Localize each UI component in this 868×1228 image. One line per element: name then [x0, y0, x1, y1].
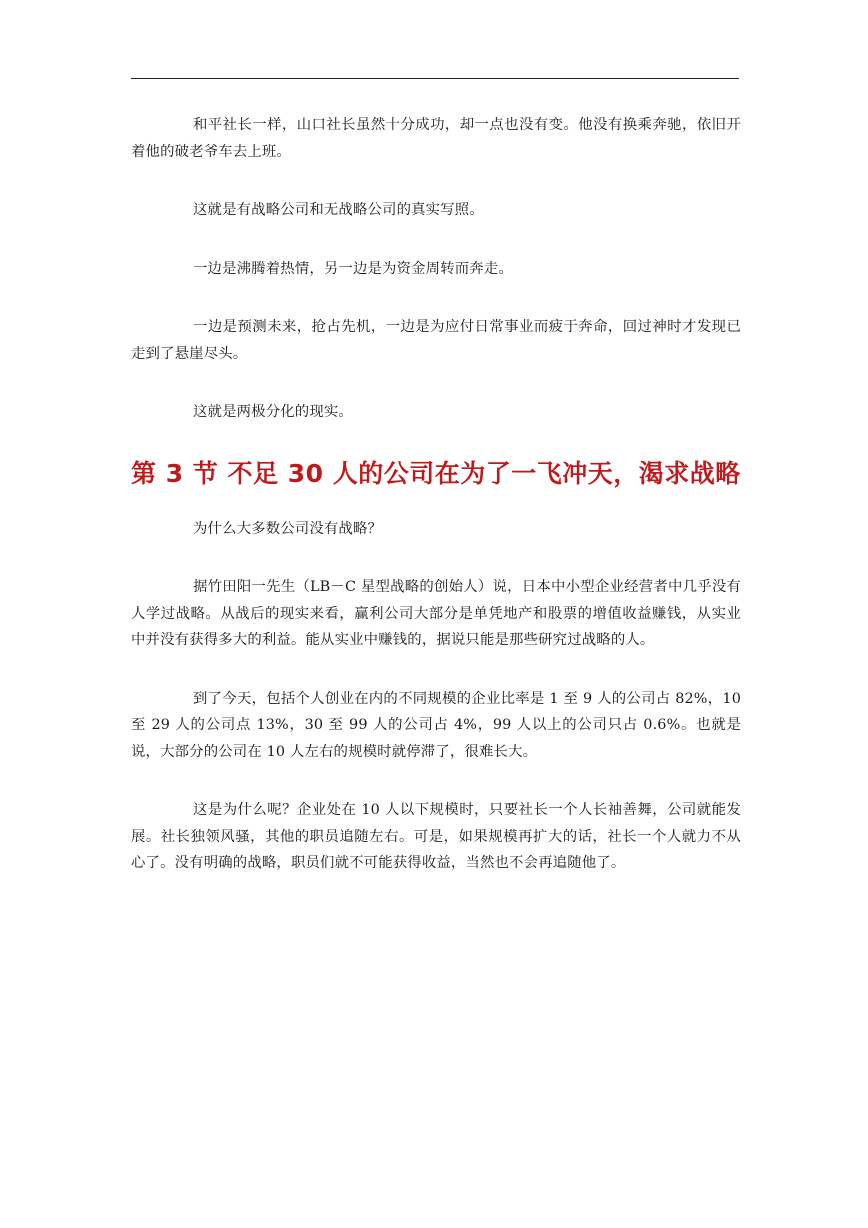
paragraph: 这就是有战略公司和无战略公司的真实写照。: [193, 202, 484, 218]
paragraph: 和平社长一样，山口社长虽然十分成功，却一点也没有变。他没有换乘奔驰，依旧开着他的破老爷车去上班。: [131, 117, 741, 160]
paragraph: 这是为什么呢？企业处在 10 人以下规模时，只要社长一个人长袖善舞，公司就能发展。社长独领风骚，其他的职员追随左右。可是，如果规模再扩大的话，社长一个人就力不从心了。没有明确的战略，职员们就不可能获得收益，当然也不会再追随他了。: [131, 802, 741, 871]
header-rule: [131, 78, 739, 79]
paragraph: 一边是预测未来，抢占先机，一边是为应付日常事业而疲于奔命，回过神时才发现已走到了悬崖尽头。: [131, 319, 741, 362]
paragraph: 为什么大多数公司没有战略？: [193, 520, 383, 537]
paragraph: 一边是沸腾着热情，另一边是为资金周转而奔走。: [193, 260, 513, 277]
document-body: [131, 112, 741, 877]
paragraph: 据竹田阳一先生（LB－C 星型战略的创始人）说，日本中小型企业经营者中几乎没有人学过战略。从战后的现实来看，赢利公司大部分是单凭地产和股票的增值收益赚钱，从实业中并没有获得多大的利益。能从实业中赚钱的，据说只能是那些研究过战略的人。: [131, 579, 741, 648]
paragraph: 这就是两极分化的现实。: [193, 404, 353, 420]
paragraph: 到了今天，包括个人创业在内的不同规模的企业比率是 1 至 9 人的公司占 82%，10 至 29 人的公司点 13%，30 至 99 人的公司占 4%，99 人以上的公司只占 0.6%。也就是说，大部分的公司在 10 人左右的规模时就停滞了，很难长大。: [131, 690, 741, 760]
section-heading: 第 3 节 不足 30 人的公司在为了一飞冲天，渴求战略: [131, 458, 741, 488]
